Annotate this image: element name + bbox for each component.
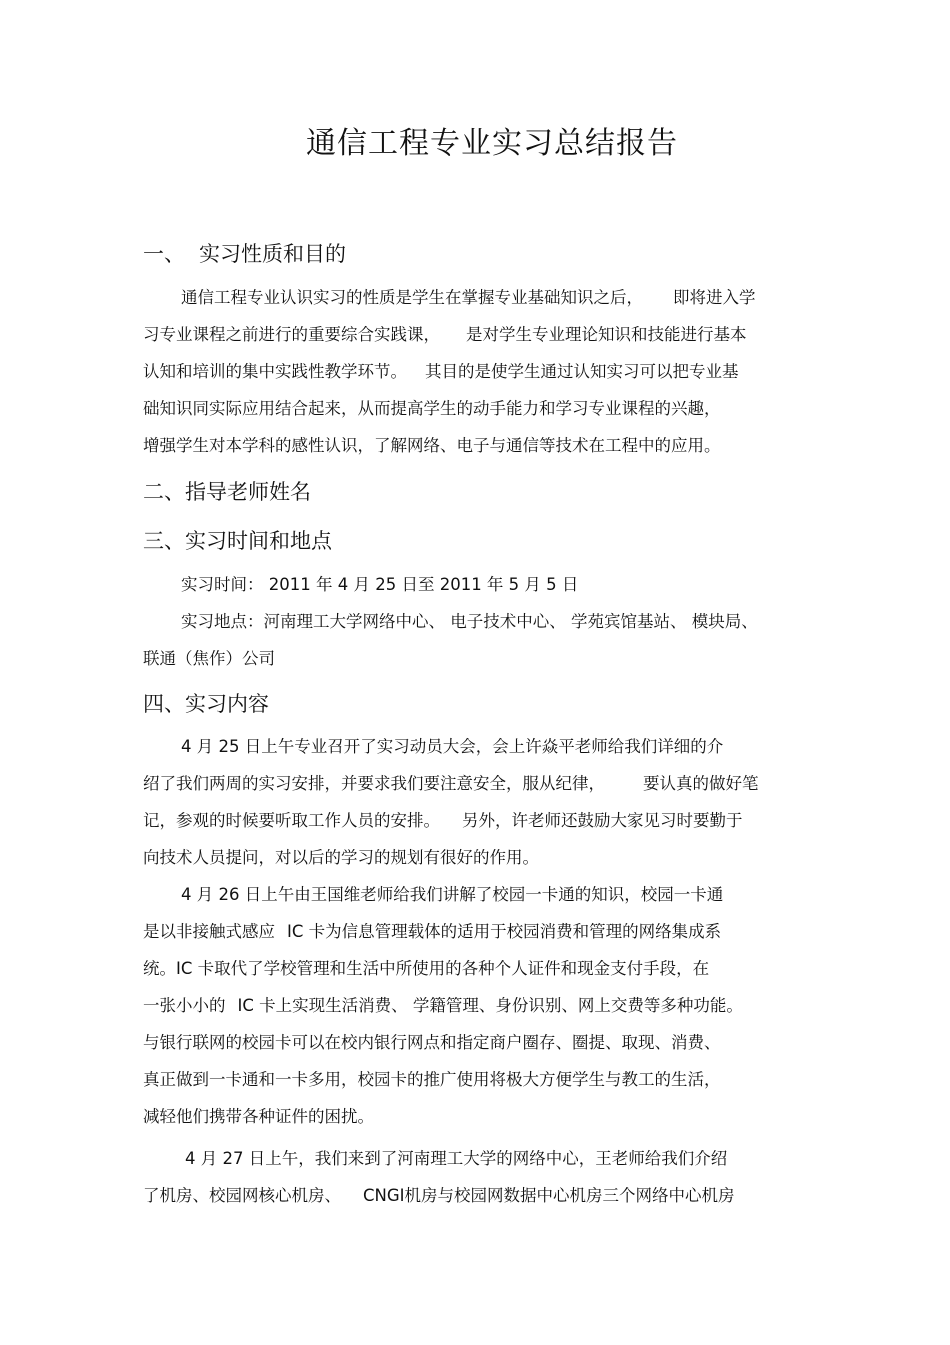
text-segment: 其目的是使学生通过认知实习可以把专业基 <box>425 362 739 381</box>
paragraph-line <box>143 397 721 421</box>
text-segment: 通信工程专业认识实习的性质是学生在掌握专业基础知识之后， <box>181 288 643 307</box>
internship-place: 实习地点：河南理工大学网络中心、 电子技术中心、 学苑宾馆基站、 模块局、 <box>181 612 758 631</box>
paragraph-line <box>143 360 739 384</box>
text-segment: IC 卡为信息管理载体的适用于校园消费和管理的网络集成系 <box>287 922 722 941</box>
text-segment: 与银行联网的校园卡可以在校内银行网点和指定商户圈存、圈提、取现、消费、 <box>143 1033 721 1052</box>
internship-place-continued: 联通（焦作）公司 <box>143 649 275 668</box>
paragraph-line <box>181 286 756 310</box>
paragraph-line <box>181 735 723 759</box>
section-heading-4: 四、实习内容 <box>143 692 269 716</box>
text-segment: 要认真的做好笔 <box>643 774 759 793</box>
document-title: 通信工程专业实习总结报告 <box>306 126 678 161</box>
text-segment: 减轻他们携带各种证件的困扰。 <box>143 1107 374 1126</box>
text-segment: 真正做到一卡通和一卡多用，校园卡的推广使用将极大方便学生与教工的生活， <box>143 1070 721 1089</box>
text-segment: 是对学生专业理论知识和技能进行基本 <box>466 325 747 344</box>
text-segment: 4 月 26 日上午由王国维老师给我们讲解了校园一卡通的知识，校园一卡通 <box>181 885 724 904</box>
paragraph-line <box>181 883 723 907</box>
paragraph-line <box>143 323 747 347</box>
paragraph-line <box>143 846 539 870</box>
text-segment: 4 月 25 日上午专业召开了实习动员大会，会上许焱平老师给我们详细的介 <box>181 737 724 756</box>
paragraph-line <box>143 920 721 944</box>
section-heading-2: 二、指导老师姓名 <box>143 480 311 504</box>
paragraph-line <box>143 957 709 981</box>
paragraph-line <box>143 434 721 458</box>
paragraph-line <box>185 1147 727 1171</box>
paragraph-line <box>143 1105 374 1129</box>
text-segment: 向技术人员提问，对以后的学习的规划有很好的作用。 <box>143 848 539 867</box>
internship-time: 实习时间： 2011 年 4 月 25 日至 2011 年 5 月 5 日 <box>181 575 579 594</box>
section-number-1: 一、 <box>143 242 185 266</box>
text-segment: 4 月 27 日上午，我们来到了河南理工大学的网络中心，王老师给我们介绍 <box>185 1149 728 1168</box>
text-segment: 记，参观的时候要听取工作人员的安排。 <box>143 811 440 830</box>
text-segment: 绍了我们两周的实习安排，并要求我们要注意安全，服从纪律， <box>143 774 605 793</box>
paragraph-line <box>143 809 743 833</box>
text-segment: CNGI机房与校园网数据中心机房三个网络中心机房 <box>363 1186 735 1205</box>
paragraph-line <box>143 1031 721 1055</box>
section-heading-3: 三、实习时间和地点 <box>143 529 332 553</box>
paragraph-line <box>143 1184 735 1208</box>
text-segment: 增强学生对本学科的感性认识，了解网络、电子与通信等技术在工程中的应用。 <box>143 436 721 455</box>
text-segment: 统。IC 卡取代了学校管理和生活中所使用的各种个人证件和现金支付手段，在 <box>143 959 710 978</box>
text-segment: 习专业课程之前进行的重要综合实践课， <box>143 325 440 344</box>
section-heading-1 <box>143 240 346 268</box>
paragraph-line <box>143 994 743 1018</box>
text-segment: 是以非接触式感应 <box>143 922 275 941</box>
text-segment: 即将进入学 <box>673 288 756 307</box>
text-segment: 认知和培训的集中实践性教学环节。 <box>143 362 407 381</box>
text-segment: IC 卡上实现生活消费、 学籍管理、身份识别、网上交费等多种功能。 <box>237 996 743 1015</box>
paragraph-line <box>143 772 759 796</box>
text-segment: 了机房、校园网核心机房、 <box>143 1186 341 1205</box>
section-title-1: 实习性质和目的 <box>199 242 346 266</box>
text-segment: 础知识同实际应用结合起来，从而提高学生的动手能力和学习专业课程的兴趣， <box>143 399 721 418</box>
text-segment: 另外，许老师还鼓励大家见习时要勤于 <box>462 811 743 830</box>
text-segment: 一张小小的 <box>143 996 226 1015</box>
paragraph-line <box>143 1068 721 1092</box>
